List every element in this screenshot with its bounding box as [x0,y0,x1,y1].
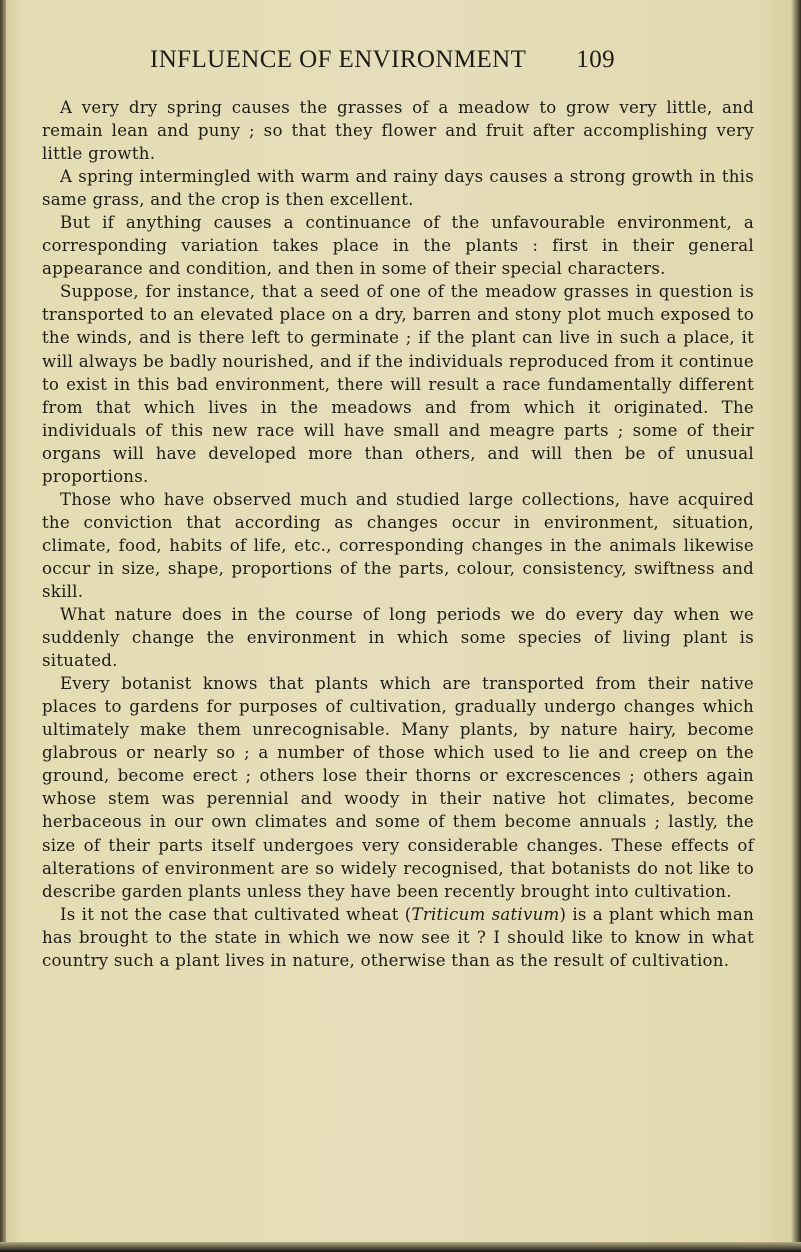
paragraph [42,903,754,972]
running-header [150,46,615,76]
page-gutter-shadow [0,0,6,1252]
paragraph-text: Is it not the case that cultivated wheat ( [60,904,412,924]
running-title: INFLUENCE OF ENVIRONMENT [150,46,527,73]
paragraph-text: ) is a plant which man has brought to the state in which we now see it ? I should like to know in what country such a plant lives in nature, otherwise than as the result of cultivation. [42,904,755,970]
paragraph: What nature does in the course of long periods we do every day when we suddenly change the environment in which some species of living plant is situated. [42,605,754,671]
body-text [42,96,754,972]
paragraph: But if anything causes a continuance of the unfavourable environment, a corresponding variation takes place in the plants : first in their general appearance and condition, and then in some of their special characters. [42,213,754,279]
paragraph: A very dry spring causes the grasses of a meadow to grow very little, and remain lean and puny ; so that they flower and fruit after accomplishing very little growth. [42,98,754,164]
paragraph: Those who have observed much and studied large collections, have acquired the conviction that according as changes occur in environment, situation, climate, food, habits of life, etc., corresponding changes in the animals likewise occur in size, shape, proportions of the parts, colour, consistency, swiftness and skill. [42,489,754,601]
page-number: 109 [576,46,615,73]
page-edge-shadow [791,0,801,1252]
paragraph: A spring intermingled with warm and rainy days causes a strong growth in this same grass, and the crop is then excellent. [42,167,754,210]
page-bottom-edge [0,1242,801,1252]
species-name: Triticum sativum [411,904,560,924]
paragraph: Every botanist knows that plants which are transported from their native places to gardens for purposes of cultivation, gradually undergo changes which ultimately make them unrecognisable. Many plants, by nature hairy, become glabrous or nearly so ; a number of those which used to lie and creep on the ground, become erect ; others lose their thorns or excrescences ; others again whose stem was perennial and woody in their native hot climates, become herbaceous in our own climates and some of them become annuals ; lastly, the size of their parts itself undergoes very considerable changes. These effects of alterations of environment are so widely recognised, that botanists do not like to describe garden plants unless they have been recently brought into cultivation. [42,674,754,901]
paragraph: Suppose, for instance, that a seed of one of the meadow grasses in question is transported to an elevated place on a dry, barren and stony plot much exposed to the winds, and is there left to germinate ; if the plant can live in such a place, it will always be badly nourished, and if the individuals reproduced from it continue to exist in this bad environment, there will result a race fundamentally different from that which lives in the meadows and from which it originated. The individuals of this new race will have small and meagre parts ; some of their organs will have developed more than others, and will then be of unusual proportions. [42,282,754,486]
